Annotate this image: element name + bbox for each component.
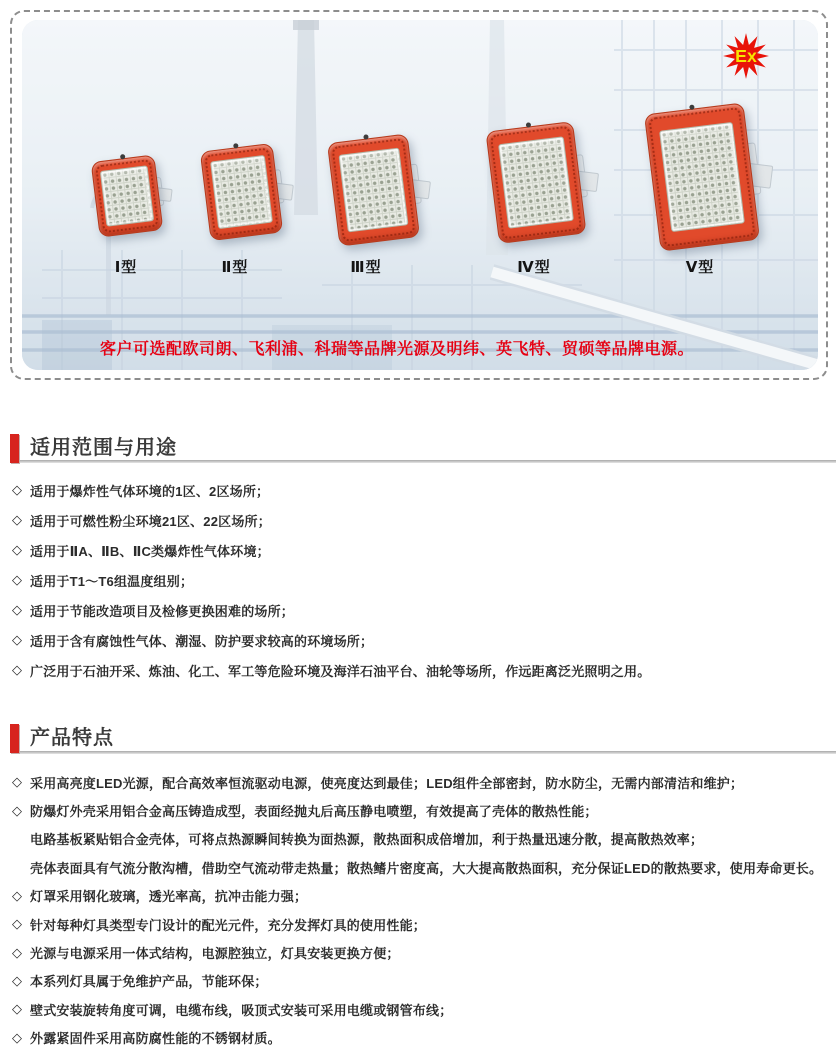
list-item: [12, 625, 838, 655]
floodlight-type-3: [327, 133, 420, 246]
model-label-5: Ⅴ型: [685, 259, 715, 276]
floodlight-type-1: [91, 154, 164, 237]
model-label-3: Ⅲ型: [350, 259, 382, 276]
list-item-text: 防爆灯外壳采用铝合金高压铸造成型，表面经抛丸后高压静电喷塑，有效提高了壳体的散热性能；: [30, 804, 598, 820]
section-divider: [20, 751, 836, 754]
list-item: [12, 565, 838, 595]
list-item: [12, 938, 838, 966]
floodlight-type-4: [485, 121, 586, 244]
section-title-features: 产品特点: [30, 727, 114, 749]
diamond-bullet-icon: ◇: [12, 1001, 22, 1017]
list-item: [12, 595, 838, 625]
list-item: [12, 535, 838, 565]
list-item-text: 适用于T1～T6组温度组别；: [30, 573, 194, 589]
section-divider: [20, 460, 836, 463]
lamp-frame: [200, 143, 283, 241]
floodlight-type-5: [644, 102, 760, 251]
section-title-applications: 适用范围与用途: [30, 437, 177, 459]
model-label-1: Ⅰ型: [114, 259, 138, 276]
list-item-continuation: [12, 825, 838, 853]
banner-photo: [22, 20, 818, 370]
list-item-text: 外露紧固件采用高防腐性能的不锈钢材质。: [30, 1031, 281, 1047]
list-item: [12, 910, 838, 938]
list-item: [12, 655, 838, 685]
led-panel: [339, 148, 408, 232]
lamp-frame: [485, 121, 586, 244]
diamond-bullet-icon: ◇: [12, 482, 22, 497]
diamond-bullet-icon: ◇: [12, 632, 22, 647]
lamp-frame: [91, 154, 164, 237]
diamond-bullet-icon: ◇: [12, 802, 22, 818]
list-item: [12, 882, 838, 910]
diamond-bullet-icon: ◇: [12, 572, 22, 587]
diamond-bullet-icon: ◇: [12, 887, 22, 903]
list-item: [12, 1024, 838, 1048]
led-panel: [100, 165, 154, 227]
list-item-continuation: [12, 853, 838, 881]
led-panel: [210, 155, 272, 228]
list-item-text: 光源与电源采用一体式结构，电源腔独立，灯具安装更换方便；: [30, 946, 400, 962]
banner-caption: 客户可选配欧司朗、飞利浦、科瑞等品牌光源及明纬、英飞特、贸硕等品牌电源。: [100, 341, 695, 358]
list-item: [12, 995, 838, 1023]
list-item: [12, 768, 838, 796]
diamond-bullet-icon: ◇: [12, 662, 22, 677]
list-item-text: 灯罩采用钢化玻璃，透光率高，抗冲击能力强；: [30, 889, 308, 905]
model-label-2: Ⅱ型: [221, 259, 249, 276]
list-item-text: 本系列灯具属于免维护产品，节能环保；: [30, 974, 268, 990]
list-item-text: 壁式安装旋转角度可调，电缆布线，吸顶式安装可采用电缆或钢管布线；: [30, 1002, 453, 1018]
list-item-text: 适用于可燃性粉尘环境21区、22区场所；: [30, 513, 271, 529]
ex-certification-badge: [721, 33, 771, 79]
list-item-text: 广泛用于石油开采、炼油、化工、军工等危险环境及海洋石油平台、油轮等场所，作远距离泛光照明之用。: [30, 663, 651, 679]
list-item-text: 针对每种灯具类型专门设计的配光元件，充分发挥灯具的使用性能；: [30, 917, 427, 933]
lamp-frame: [327, 133, 420, 246]
floodlight-type-2: [200, 143, 283, 241]
list-item-text: 电路基板紧贴铝合金壳体，可将点热源瞬间转换为面热源，散热面积成倍增加，利于热量迅速分散，提高散热效率；: [30, 832, 704, 848]
diamond-bullet-icon: ◇: [12, 774, 22, 790]
list-item: [12, 967, 838, 995]
list-item-text: 采用高亮度LED光源，配合高效率恒流驱动电源，使亮度达到最佳；LED组件全部密封，防水防尘，无需内部清洁和维护；: [30, 775, 744, 791]
list-item-text: 适用于ⅡA、ⅡB、ⅡC类爆炸性气体环境；: [30, 543, 270, 559]
list-item-text: 适用于含有腐蚀性气体、潮湿、防护要求较高的环境场所；: [30, 633, 374, 649]
diamond-bullet-icon: ◇: [12, 512, 22, 527]
product-banner: [10, 10, 828, 380]
list-item-text: 适用于节能改造项目及检修更换困难的场所；: [30, 603, 295, 619]
features-list: [12, 768, 838, 1048]
applications-list: [12, 475, 838, 685]
led-panel: [498, 137, 573, 228]
list-item: [12, 796, 838, 824]
ex-badge-text: Ex: [735, 46, 757, 67]
diamond-bullet-icon: ◇: [12, 542, 22, 557]
lamp-frame: [644, 102, 760, 251]
section-accent-bar: [10, 724, 19, 753]
list-item-text: 壳体表面具有气流分散沟槽，借助空气流动带走热量；散热鳍片密度高，大大提高散热面积，充分保证LED的散热要求，使用寿命更长。: [30, 860, 823, 876]
model-label-4: Ⅳ型: [517, 259, 551, 276]
diamond-bullet-icon: ◇: [12, 1029, 22, 1045]
diamond-bullet-icon: ◇: [12, 602, 22, 617]
led-panel: [659, 122, 745, 233]
list-item: [12, 475, 838, 505]
diamond-bullet-icon: ◇: [12, 944, 22, 960]
diamond-bullet-icon: ◇: [12, 972, 22, 988]
list-item: [12, 505, 838, 535]
section-accent-bar: [10, 434, 19, 463]
diamond-bullet-icon: ◇: [12, 916, 22, 932]
list-item-text: 适用于爆炸性气体环境的1区、2区场所；: [30, 483, 270, 499]
